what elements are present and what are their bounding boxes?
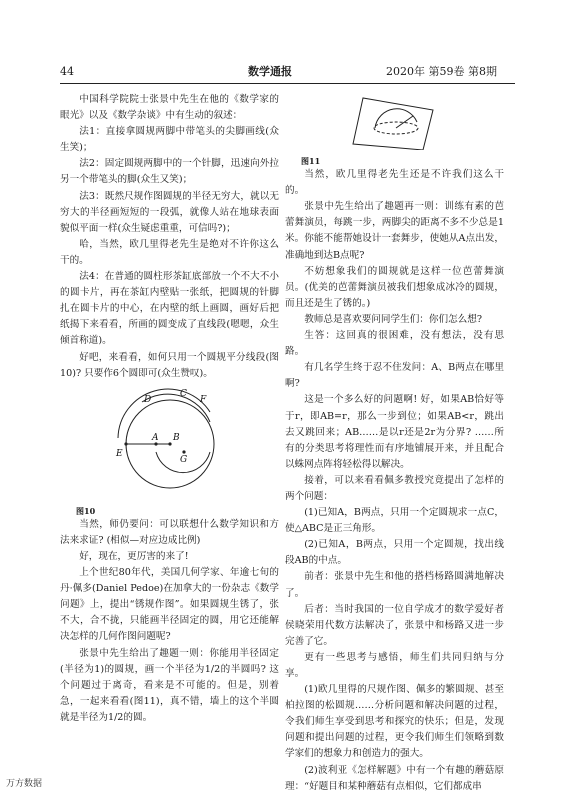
header-rule <box>60 83 515 84</box>
wall-plane <box>353 98 433 150</box>
paragraph: 不妨想象我们的圆规就是这样一位芭蕾舞演员。(优美的芭蕾舞演员被我们想象成冰冷的圆规，而且还是生了锈的。) <box>285 265 504 309</box>
label-d: D <box>144 394 152 405</box>
paragraph: 中国科学院院士张景中先生在他的《数学家的眼光》以及《数学杂谈》中有生动的叙述： <box>60 94 279 122</box>
label-f: F <box>200 394 207 405</box>
paragraph: 当然，师仍要问：可以联想什么数学知识和方法来求证? (相似—对应边成比例) <box>60 518 279 546</box>
label-a: A <box>152 432 159 443</box>
paragraph: 张景中先生给出了趣题一则：你能用半径固定(半径为1)的圆规，画一个半径为1/2的半圆吗? 这个问题过于离奇，看来是不可能的。但是，别着急，一起来看看(图11)，真不错，墙上的这个半圆就是半径为1/2的圆。 <box>60 647 279 723</box>
paragraph: 当然，欧几里得老先生还是不许我们这么干的。 <box>285 169 504 197</box>
figure-10-drawing <box>60 382 279 500</box>
point-b <box>168 442 171 445</box>
figure-11-caption: 图11 <box>301 156 321 167</box>
point-g <box>182 450 185 453</box>
paragraph: 接着，可以来看看佩多教授究竟提出了怎样的两个问题： <box>285 474 504 502</box>
paragraph: 教师总是喜欢要问同学生们：你们怎么想? <box>304 313 483 325</box>
figure-11 <box>285 92 504 167</box>
paragraph: 好，现在，更厉害的来了! <box>79 550 189 562</box>
figure-10 <box>60 382 279 517</box>
paragraph: 哈，当然，欧几里得老先生是绝对不许你这么干的。 <box>60 238 279 266</box>
label-c: C <box>180 388 187 399</box>
journal-title: 数学通报 <box>248 65 292 78</box>
paragraph: 法1：直接拿圆规两脚中带笔头的尖脚画线(众生笑)； <box>60 126 279 154</box>
paragraph: (2)波利亚《怎样解题》中有一个有趣的蘑菇原理：“好题目和某种蘑菇有点相似，它们都成串 <box>285 764 504 792</box>
label-b: B <box>173 432 180 443</box>
figure-10-caption: 图10 <box>76 505 96 516</box>
paragraph: 好吧，来看看，如何只用一个圆规平分线段(图10)? 只要作6个圆即可(众生赞叹)。 <box>60 351 279 379</box>
page-header <box>0 0 563 84</box>
paragraph: 前者：张景中先生和他的搭档杨路圆满地解决了。 <box>285 571 504 599</box>
paragraph: (1)欧几里得的尺规作图、佩多的繁圆规、甚至柏拉图的松圆规……分析问题和解决问题的过程，令我们师生享受到思考和探究的快乐；但是，发现问题和提出问题的过程，更令我们师生们领略到数学家们的想象力和创造力的强大。 <box>285 684 504 760</box>
paragraph: 后者：当时我国的一位自学成才的数学爱好者侯晓荣用代数方法解决了，张景中和杨路又进一步完善了它。 <box>285 603 504 647</box>
paragraph: 法3：既然尺规作图圆规的半径无穷大，就以无穷大的半径画短短的一段弧，就像人站在地球表面貌似平面一样(众生疑虑重重，可信吗?)； <box>60 190 279 234</box>
paragraph: 法2：固定圆规两脚中的一个针脚，迅速向外拉另一个带笔头的脚(众生又笑)； <box>60 158 279 186</box>
label-g: G <box>180 454 188 465</box>
arc-de <box>118 389 210 438</box>
issue-info: 2020年 第59卷 第8期 <box>386 65 497 78</box>
radius-line <box>396 116 413 128</box>
paragraph: 法4：在普通的圆柱形茶缸底部放一个不大不小的圆卡片，再在茶缸内壁贴一张纸，把圆规的针脚扎在圆卡片的中心，在内壁的纸上画圆，画好后把纸揭下来看看，所画的圆变成了直线段(嗯嗯，众生倾首称道)。 <box>60 271 279 347</box>
paragraph: (2)已知A，B两点，只用一个定圆规，找出线段AB的中点。 <box>285 539 504 567</box>
paragraph: (1)已知A，B两点，只用一个定圆规求一点C，使△ABC是正三角形。 <box>285 507 504 535</box>
paragraph: 张景中先生给出了趣题再一则：训练有素的芭蕾舞演员，每跳一步，两脚尖的距离不多不少总是1米。你能不能帮她设计一套舞步，使她从A点出发，准确地到达B点呢? <box>285 201 504 261</box>
right-column <box>285 92 504 795</box>
source-watermark: 万方数据 <box>6 779 43 789</box>
paragraph: 这是一个多么好的问题啊! 好，如果AB恰好等于r，即AB=r，那么一步到位；如果AB<r，跳出去又跳回来；AB……是以r还是2r为分界? ……所有的分类思考将理性而有序地铺展开来，并且配合以蛛网点阵将轻松得以解决。 <box>285 394 504 470</box>
point-e <box>124 442 127 445</box>
paragraph: 上个世纪80年代，美国几何学家、年逾七旬的丹·佩多(Daniel Pedoe)在加拿大的一份杂志《数学问题》上，提出“锈规作图”。如果圆规生锈了，张不大，合不拢，只能画半径固定的圆，用它还能解决怎样的几何作图问题呢? <box>60 567 279 643</box>
paragraph: 生答：这回真的很困难，没有想法，没有思路。 <box>285 330 504 358</box>
page-number: 44 <box>60 65 74 78</box>
paragraph: 更有一些思考与感悟，师生们共同归纳与分享。 <box>285 651 504 679</box>
left-column <box>60 92 279 726</box>
half-circle <box>375 109 417 128</box>
paragraph: 有几名学生终于忍不住发问：A、B两点在哪里啊? <box>285 362 504 390</box>
figure-11-drawing <box>285 92 504 150</box>
label-e: E <box>116 448 123 459</box>
